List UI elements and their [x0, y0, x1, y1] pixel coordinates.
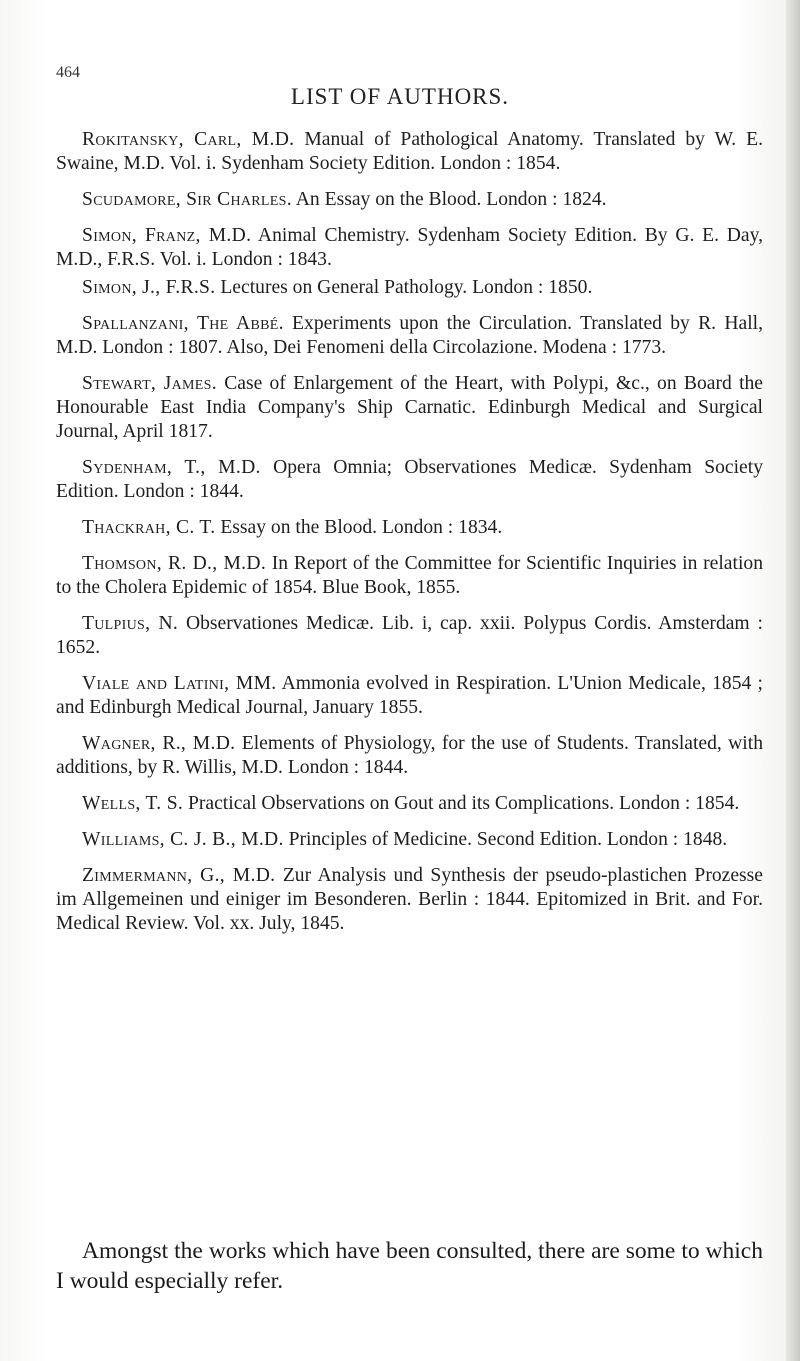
entry-author: Tulpius, N. [82, 613, 179, 634]
list-item [56, 372, 763, 444]
list-item [56, 672, 763, 720]
list-item [56, 128, 763, 176]
entry-author: Simon, Franz, M.D. [82, 225, 252, 246]
entry-text: An Essay on the Blood. London : 1824. [291, 189, 607, 210]
entry-text: Essay on the Blood. London : 1834. [215, 517, 503, 538]
list-item [56, 456, 763, 504]
list-item [56, 828, 763, 852]
list-item [56, 188, 763, 212]
entry-text: Ammonia evolved in Respiration. L'Union Medicale, 1854 ; and Edinburgh Medical Journal, January 1855. [56, 673, 763, 718]
list-item [56, 732, 763, 780]
list-item [56, 864, 763, 936]
entry-author: Thackrah, C. T. [82, 517, 216, 538]
entry-text: Practical Observations on Gout and its Complications. London : 1854. [183, 793, 740, 814]
entry-author: Rokitansky, Carl, M.D. [82, 129, 295, 150]
entry-text: In Report of the Committee for Scientific Inquiries in relation to the Cholera Epidemic of 1854. Blue Book, 1855. [56, 553, 763, 598]
entry-author: Sydenham, T., M.D. [82, 457, 261, 478]
entry-author: Stewart, James. [82, 373, 217, 394]
entry-author: Zimmermann, G., M.D. [82, 865, 276, 886]
entry-text: Principles of Medicine. Second Edition. London : 1848. [283, 829, 728, 850]
page-number: 464 [56, 64, 80, 81]
list-item [56, 276, 763, 300]
entry-text: Elements of Physiology, for the use of Students. Translated, with additions, by R. Willis, M.D. London : 1844. [56, 733, 763, 778]
entry-author: Wells, T. S. [82, 793, 184, 814]
entry-text: Animal Chemistry. Sydenham Society Edition. By G. E. Day, M.D., F.R.S. Vol. i. London : 1843. [56, 225, 763, 270]
list-item [56, 224, 763, 272]
author-list [56, 128, 763, 948]
list-item [56, 516, 763, 540]
entry-text: Lectures on General Pathology. London : 1850. [215, 277, 593, 298]
entry-text: Experiments upon the Circulation. Translated by R. Hall, M.D. London : 1807. Also, Dei Fenomeni della Circolazione. Modena : 1773. [56, 313, 763, 358]
entry-author: Spallanzani, The Abbé. [82, 313, 284, 334]
entry-text: Manual of Pathological Anatomy. Translated by W. E. Swaine, M.D. Vol. i. Sydenham Society Edition. London : 1854. [56, 129, 763, 174]
page-edge-shadow [786, 0, 800, 1361]
entry-author: Williams, C. J. B., M.D. [82, 829, 284, 850]
list-item [56, 792, 763, 816]
list-item [56, 612, 763, 660]
entry-text: Zur Analysis und Synthesis der pseudo-plastichen Prozesse im Allgemeinen und einiger im Besonderen. Berlin : 1844. Epitomized in Brit. and For. Medical Review. Vol. xx. July, 1845. [56, 865, 763, 934]
entry-author: Scudamore, Sir Charles. [82, 189, 292, 210]
list-item [56, 312, 763, 360]
entry-text: Case of Enlargement of the Heart, with Polypi, &c., on Board the Honourable East India Company's Ship Carnatic. Edinburgh Medical and Surgical Journal, April 1817. [56, 373, 764, 442]
running-head: LIST OF AUTHORS. [290, 84, 510, 109]
entry-author: Simon, J., F.R.S. [82, 277, 216, 298]
entry-author: Wagner, R., M.D. [82, 733, 236, 754]
entry-text: Observationes Medicæ. Lib. i, cap. xxii. Polypus Cordis. Amsterdam : 1652. [56, 613, 763, 658]
entry-author: Viale and Latini, MM. [82, 673, 277, 694]
entry-author: Thomson, R. D., M.D. [82, 553, 267, 574]
list-item [56, 552, 763, 600]
closing-paragraph: Amongst the works which have been consulted, there are some to which I would especially refer. [56, 1237, 763, 1294]
entry-text: Opera Omnia; Observationes Medicæ. Sydenham Society Edition. London : 1844. [56, 457, 763, 502]
